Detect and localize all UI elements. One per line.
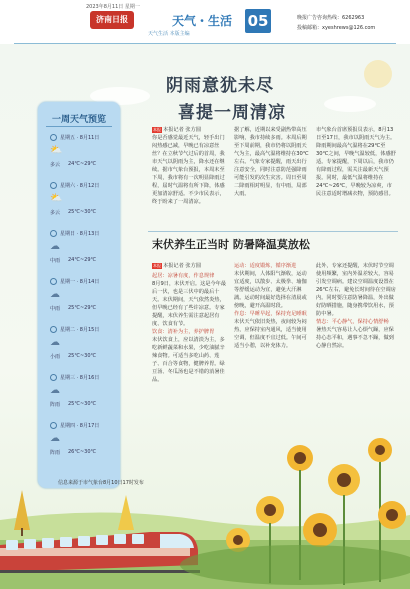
article2-subhead: 起居：凉暑有度，作息规律: [152, 273, 215, 279]
forecast-date: 星期三 · 8月16日: [60, 375, 100, 381]
rain-cloud-icon: ☁: [50, 337, 60, 348]
rain-cloud-icon: ☁: [50, 289, 60, 300]
article-divider: [148, 231, 398, 232]
article2-subhead: 运动：适度锻炼，循序渐进: [234, 263, 297, 269]
rain-cloud-icon: ☁: [50, 433, 60, 444]
forecast-day: [46, 180, 116, 220]
forecast-weather: 阵雨: [50, 450, 61, 456]
forecast-weather: 中雨: [50, 306, 61, 312]
article1-column-2: 据了解，近期以来受副热带高压影响，我市持续多雨。本周后期至下周前期，我市仍将以阴雨天气为主，最高气温将维持在30℃左右。气象专家提醒，雨天出行注意安全，同时注意防范强降雨可能引发的次生灾害。周日至周二降雨相对明显，有中雨，局部大雨。: [234, 127, 309, 197]
forecast-day: [46, 276, 116, 316]
forecast-date: 星期二 · 8月15日: [60, 327, 100, 333]
sunflower-icon: [378, 501, 406, 529]
forecast-weather: 中雨: [50, 258, 61, 264]
forecast-day: [46, 132, 116, 172]
article2-byline: 本报 本报记者 张方圆: [153, 263, 201, 269]
paper-logo: 济南日报: [90, 11, 134, 29]
forecast-date: 星期四 · 8月17日: [60, 423, 100, 429]
forecast-temperature: 25℃~29℃: [68, 305, 97, 311]
cloud-icon: ⛅: [50, 145, 63, 156]
article2-subhead: 情志：平心静气，保持心情舒畅: [316, 319, 389, 325]
headline-line-1: 阴雨意犹未尽: [166, 76, 274, 96]
reporter-tag: 本报: [153, 127, 161, 132]
cloud-icon: ⛅: [50, 193, 63, 204]
article2-column-3: [316, 262, 396, 392]
leaves: [180, 545, 410, 585]
tree-icon: [14, 490, 30, 536]
forecast-date: 星期日 · 8月13日: [60, 231, 100, 237]
clock-icon: [50, 326, 57, 333]
headline-line-2: 喜提一周清凉: [178, 103, 286, 123]
forecast-weather: 小雨: [50, 354, 61, 360]
forecast-day: [46, 228, 116, 268]
forecast-date: 星期一 · 8月14日: [60, 279, 100, 285]
article2-headline: 末伏养生正当时 防暑降温莫放松: [152, 238, 310, 251]
article2-paragraph: 8月9日，末伏开启。这是今年最后一伏，也是三伏中的最后十天。末伏期间，天气依然炎热，但早晚已经有了些许凉意。专家提醒，末伏养生需注意起居有度、饮食有节。: [152, 281, 227, 327]
article2-paragraph: 末伏天气依旧炎热，夜间较为闷热，应保持室内通风，适当使用空调，但温度不宜过低。午间可适当小憩，以补充体力。: [234, 319, 307, 349]
sunflower-icon: [303, 513, 337, 547]
issue-date: 2023年8月11日 星期一: [86, 4, 140, 10]
forecast-temperature: 26℃~30℃: [68, 449, 97, 455]
reporter-tag: 本报: [153, 263, 161, 268]
forecast-divider: [46, 126, 112, 127]
hill: [0, 513, 410, 541]
clock-icon: [50, 134, 57, 141]
logo-subtitle: 天气生活 本版主编: [148, 31, 190, 37]
forecast-temperature: 25℃~30℃: [68, 209, 97, 215]
forecast-day: [46, 324, 116, 364]
article2-paragraph: 末伏期间，人体阳气渐收，运动宜适度，以散步、太极拳、瑜伽等舒缓运动为宜，避免大汗淋漓。运动时间最好选择在清晨或傍晚，避开高温时段。: [234, 271, 307, 309]
forecast-source: 信息来源于市气象台8月10日17时发布: [58, 480, 144, 486]
forecast-temperature: 24℃~29℃: [68, 257, 97, 263]
forecast-date: 星期五 · 8月11日: [60, 135, 100, 141]
article1-column-1: 你是否感觉最近天气，轻手出门闷热感已减，早晚已有凉意丝丝？在立秋节气过后的首周，我市天气以阴雨为主，降水还在继续。据市气象台预报，本周末至下周，我市将有一次明显降雨过程，届时气温将有所下降，体感更加清凉舒适。不少市民表示，终于盼来了一周清凉。: [152, 135, 225, 205]
article2-paragraph: 暑热天气容易让人心烦气躁，应保持心态平和，遇事不急不躁，做到心静自然凉。: [316, 327, 394, 349]
article2-paragraph: 此外，专家还提醒，末伏时节空调使用频繁，室内外温差较大，容易引发空调病。建议空调温度设置在26℃左右，避免长时间待在空调房内。同时要注意防暑降温，外出做好防晒措施，随身携带饮用水，预防中暑。: [316, 263, 396, 317]
rain-cloud-icon: ☁: [50, 385, 60, 396]
tree-icon: [118, 495, 134, 530]
forecast-weather: 多云: [50, 210, 61, 216]
forecast-weather: 阵雨: [50, 402, 61, 408]
forecast-temperature: 25℃~30℃: [68, 353, 97, 359]
article1-byline: 本报 本报记者 张方圆: [153, 127, 201, 133]
forecast-temperature: 24℃~29℃: [68, 161, 97, 167]
forecast-date: 星期六 · 8月12日: [60, 183, 100, 189]
ad-phone: 晚报广告咨询热线：6262963: [297, 15, 365, 21]
clock-icon: [50, 182, 57, 189]
article2-subhead: 饮食：清补为主，养护脾胃: [152, 329, 215, 335]
clock-icon: [50, 278, 57, 285]
forecast-weather: 多云: [50, 162, 61, 168]
submission-email: 投稿邮箱：xyeshrews@126.com: [297, 25, 376, 31]
rain-cloud-icon: ☁: [50, 241, 60, 252]
forecast-temperature: 25℃~30℃: [68, 401, 97, 407]
page-number: 05: [245, 9, 271, 33]
page-header: [0, 0, 410, 44]
article2-paragraph: 末伏饮食上，应以清淡为主，多吃新鲜蔬菜和水果，少吃油腻辛辣食物。可适当多吃山药、莲子、百合等食物，健脾养胃。绿豆汤、冬瓜汤也是不错的消暑佳品。: [152, 337, 225, 383]
section-title: 天气・生活: [172, 14, 233, 28]
forecast-title: 一周天气预览: [51, 115, 106, 125]
clock-icon: [50, 230, 57, 237]
article2-subhead: 作息：早睡早起，保持充足睡眠: [234, 311, 307, 317]
article1-column-3: 市气象台首席预报员表示，8月13日至17日，我市以阴雨天气为主。降雨期间最高气温将在29℃至30℃之间，早晚气温较低，体感舒适。专家提醒，下周以后，我市仍有降雨过程，需关注最新天气预报。同时，最低气温将维持在24℃~26℃，早晚较为凉爽，市民注意适时增减衣物，预防感冒。: [316, 127, 396, 197]
